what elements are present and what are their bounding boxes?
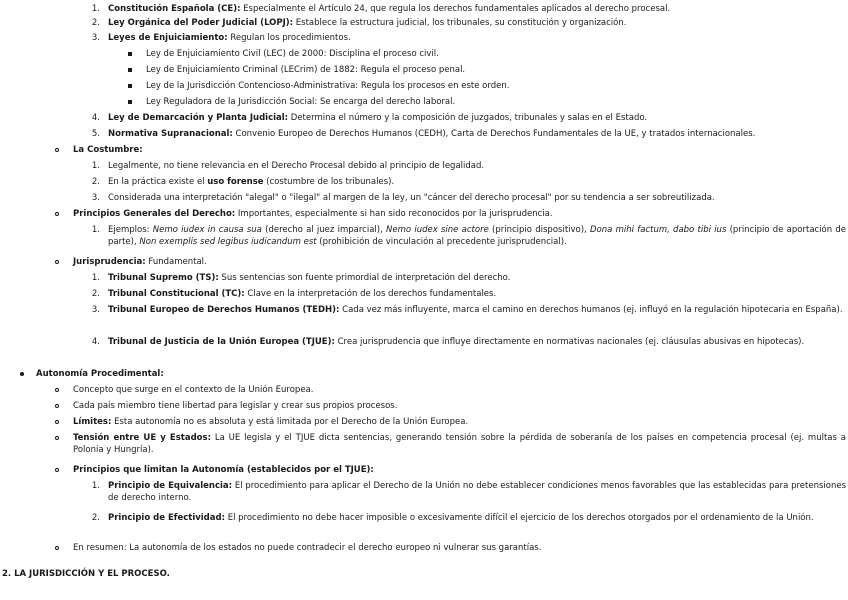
list-item-ejemplos: Ejemplos: Nemo iudex in causa sua (derecho al juez imparcial), Nemo iudex sine actore (principio dispositivo), Dona mihi factum, dabo tibi ius (principio de aportación de parte), Non exemplis sed legibus iudicandum est (prohibición de vinculación al precedente jurisprudencial). <box>108 225 847 247</box>
list-number: 2. <box>91 18 100 28</box>
list-number: 1. <box>91 225 100 235</box>
circle-bullet-icon <box>55 468 59 472</box>
list-item-tedh: Tribunal Europeo de Derechos Humanos (TEDH): Cada vez más influyente, marca el camino en derechos humanos (ej. influyó en la regulación hipotecaria en España). <box>108 305 843 315</box>
list-item-efectividad: Principio de Efectividad: El procedimiento no debe hacer imposible o excesivamente difícil el ejercicio de los derechos otorgados por el ordenamiento de la Unión. <box>108 513 814 523</box>
circle-bullet-icon <box>55 546 59 550</box>
circle-bullet-icon <box>55 148 59 152</box>
circle-bullet-icon <box>55 420 59 424</box>
list-number: 1. <box>91 4 100 14</box>
circle-bullet-icon <box>55 212 59 216</box>
list-item: En la práctica existe el uso forense (costumbre de los tribunales). <box>108 177 395 187</box>
list-number: 1. <box>91 273 100 283</box>
list-number: 2. <box>91 513 100 523</box>
list-number: 4. <box>91 337 100 347</box>
square-bullet-icon <box>128 52 132 56</box>
list-item-resumen: En resumen: La autonomía de los estados no puede contradecir el derecho europeo ni vulnerar sus garantías. <box>73 543 542 553</box>
list-item-demarcacion: Ley de Demarcación y Planta Judicial: Determina el número y la composición de juzgados, tribunales y salas en el Estado. <box>108 113 648 123</box>
square-bullet-icon <box>128 100 132 104</box>
list-number: 5. <box>91 129 100 139</box>
list-item: Concepto que surge en el contexto de la Unión Europea. <box>73 385 314 395</box>
list-item-tc: Tribunal Constitucional (TC): Clave en la interpretación de los derechos fundamentales. <box>108 289 497 299</box>
list-item: Legalmente, no tiene relevancia en el Derecho Procesal debido al principio de legalidad. <box>108 161 485 171</box>
list-item-contencioso: Ley de la Jurisdicción Contencioso-Administrativa: Regula los procesos en este orden. <box>146 81 510 91</box>
list-number: 2. <box>91 177 100 187</box>
disc-bullet-icon <box>20 372 24 376</box>
list-item-limites: Límites: Esta autonomía no es absoluta y está limitada por el Derecho de la Unión Europea. <box>73 417 469 427</box>
list-number: 3. <box>91 193 100 203</box>
circle-bullet-icon <box>55 404 59 408</box>
section-costumbre-title: La Costumbre: <box>73 145 143 155</box>
circle-bullet-icon <box>55 260 59 264</box>
section-principios: Principios Generales del Derecho: Importantes, especialmente si han sido reconocidos por la jurisprudencia. <box>73 209 553 219</box>
list-number: 3. <box>91 33 100 43</box>
list-item-enjuiciamiento: Leyes de Enjuiciamiento: Regulan los procedimientos. <box>108 33 351 43</box>
list-number: 1. <box>91 161 100 171</box>
list-number: 3. <box>91 305 100 315</box>
section-heading: 2. LA JURISDICCIÓN Y EL PROCESO. <box>2 569 170 579</box>
square-bullet-icon <box>128 84 132 88</box>
list-number: 4. <box>91 113 100 123</box>
list-item-ce: Constitución Española (CE): Especialmente el Artículo 24, que regula los derechos fundamentales aplicados al derecho procesal. <box>108 4 671 14</box>
section-autonomia-title: Autonomía Procedimental: <box>36 369 164 379</box>
list-number: 2. <box>91 289 100 299</box>
circle-bullet-icon <box>55 388 59 392</box>
list-item-lopj: Ley Orgánica del Poder Judicial (LOPJ): Establece la estructura judicial, los tribunales, su constitución y organización. <box>108 18 627 28</box>
circle-bullet-icon <box>55 436 59 440</box>
list-item-ts: Tribunal Supremo (TS): Sus sentencias son fuente primordial de interpretación del derecho. <box>108 273 511 283</box>
list-item-tension: Tensión entre UE y Estados: La UE legisla y el TJUE dicta sentencias, generando tensión sobre la pérdida de soberanía de los países en competencia procesal (ej. multas a Polonia y Hungría). <box>73 433 846 455</box>
list-item-lec: Ley de Enjuiciamiento Civil (LEC) de 2000: Disciplina el proceso civil. <box>146 49 439 59</box>
list-item: Considerada una interpretación "alegal" o "ilegal" al margen de la ley, un "cáncer del derecho procesal" por su tendencia a ser sobreutilizada. <box>108 193 715 203</box>
square-bullet-icon <box>128 68 132 72</box>
list-item-tjue: Tribunal de Justicia de la Unión Europea (TJUE): Crea jurisprudencia que influye directamente en normativas nacionales (ej. cláusulas abusivas en hipotecas). <box>108 337 805 347</box>
section-jurisprudencia: Jurisprudencia: Fundamental. <box>73 257 207 267</box>
list-item-social: Ley Reguladora de la Jurisdicción Social: Se encarga del derecho laboral. <box>146 97 456 107</box>
list-item-supranacional: Normativa Supranacional: Convenio Europeo de Derechos Humanos (CEDH), Carta de Derechos Fundamentales de la UE, y tratados internacionales. <box>108 129 756 139</box>
list-item-equivalencia: Principio de Equivalencia: El procedimiento para aplicar el Derecho de la Unión no debe establecer condiciones menos favorables que las establecidas para pretensiones de derecho interno. <box>108 481 846 503</box>
list-item-lecrim: Ley de Enjuiciamiento Criminal (LECrim) de 1882: Regula el proceso penal. <box>146 65 466 75</box>
section-principios-limitan: Principios que limitan la Autonomía (establecidos por el TJUE): <box>73 465 374 475</box>
list-number: 1. <box>91 481 100 491</box>
list-item: Cada país miembro tiene libertad para legislar y crear sus propios procesos. <box>73 401 398 411</box>
